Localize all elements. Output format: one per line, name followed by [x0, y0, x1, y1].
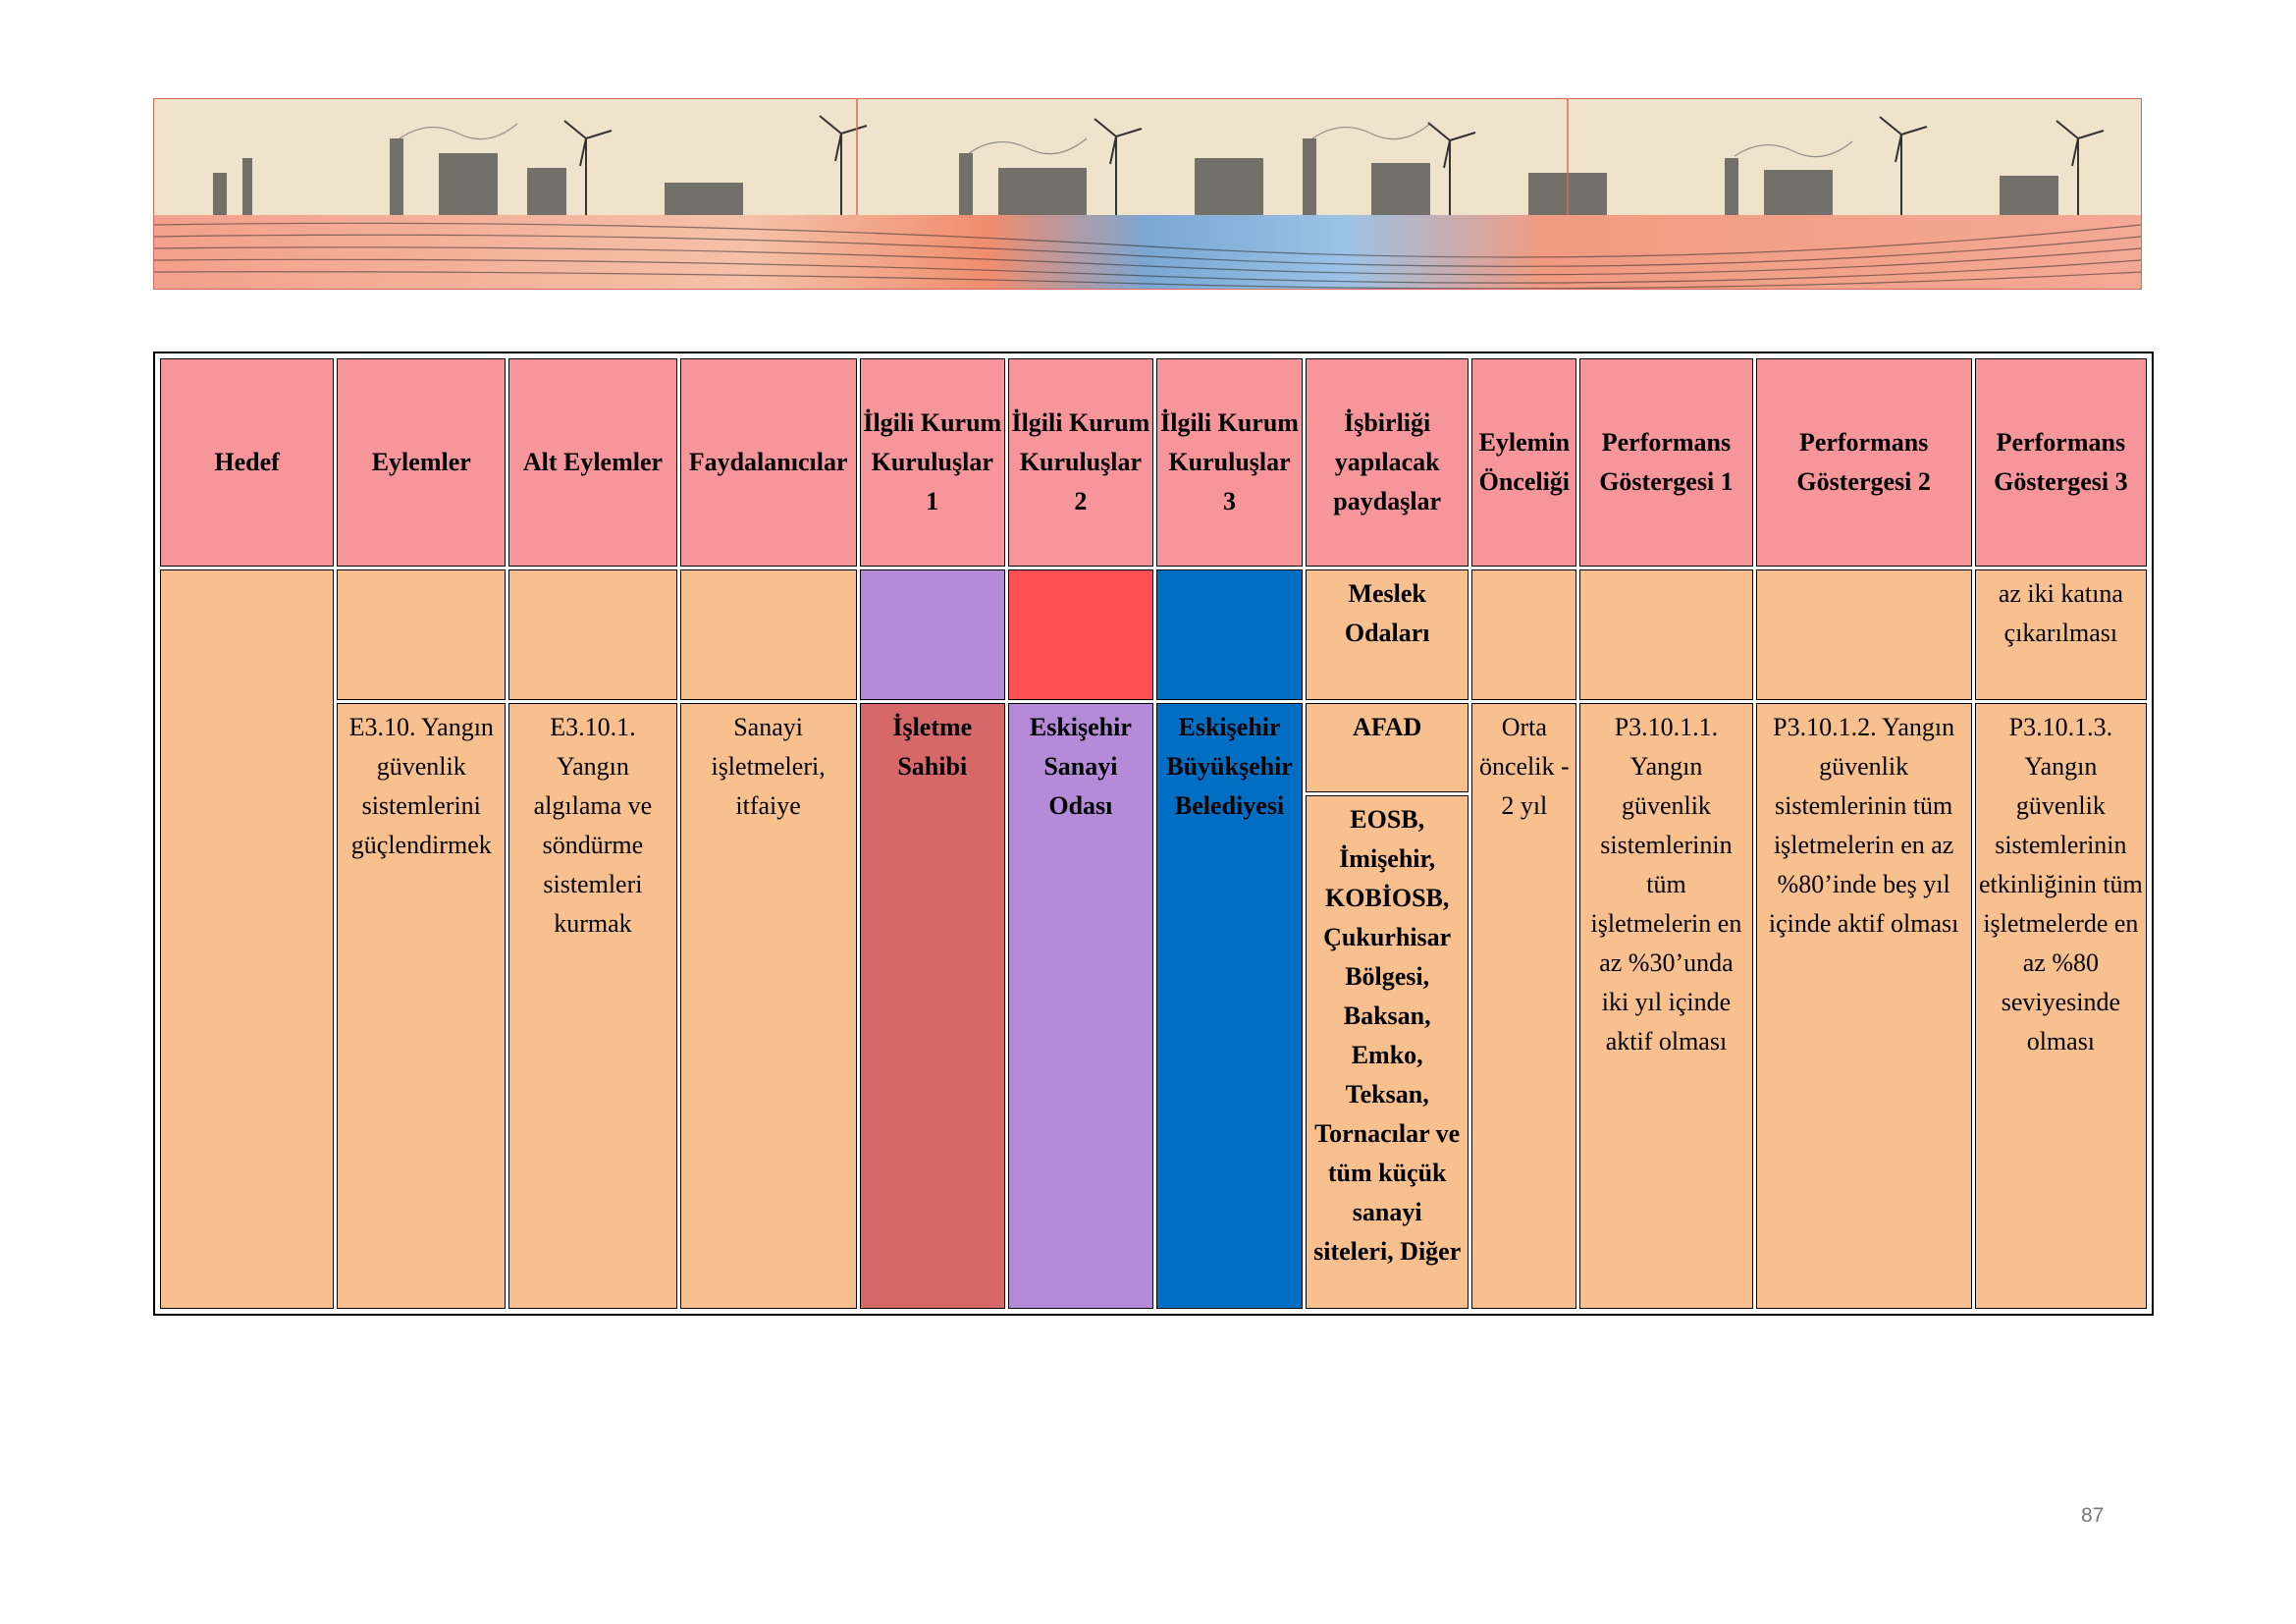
cell-kurum1-continued [860, 569, 1005, 700]
cell-alt-eylem-continued [508, 569, 676, 700]
page-number: 87 [2081, 1504, 2105, 1527]
header-pg1: Performans Göstergesi 1 [1579, 358, 1752, 567]
header-pg3: Performans Göstergesi 3 [1975, 358, 2147, 567]
cell-pg2-continued [1756, 569, 1972, 700]
cell-oncelik: Orta öncelik - 2 yıl [1471, 703, 1576, 1309]
cell-kurum3: Eskişehir Büyükşehir Belediyesi [1156, 703, 1303, 1309]
header-isbirligi: İşbirliği yapılacak paydaşlar [1306, 358, 1468, 567]
cell-pg3: P3.10.1.3. Yangın güvenlik sistemlerinin etkinliğinin tüm işletmelerde en az %80 seviyesinde olması [1975, 703, 2147, 1309]
header-oncelik: Eylemin Önceliği [1471, 358, 1576, 567]
cell-kurum2: Eskişehir Sanayi Odası [1008, 703, 1153, 1309]
cell-eylem-continued [337, 569, 506, 700]
cell-kurum2-continued [1008, 569, 1153, 700]
cell-isbirligi-osb-list: EOSB, İmişehir, KOBİOSB, Çukurhisar Bölgesi, Baksan, Emko, Teksan, Tornacılar ve tüm küçük sanayi siteleri, Diğer [1306, 795, 1468, 1309]
table-header-row [160, 358, 2147, 567]
cell-faydalanici-continued [680, 569, 857, 700]
header-eylemler: Eylemler [337, 358, 506, 567]
cell-hedef [160, 569, 334, 1309]
header-kurum-2: İlgili Kurum Kuruluşlar 2 [1008, 358, 1153, 567]
cell-pg1-continued [1579, 569, 1752, 700]
table-row [160, 703, 2147, 792]
header-kurum-1: İlgili Kurum Kuruluşlar 1 [860, 358, 1005, 567]
header-banner-illustration [153, 98, 2142, 290]
header-alt-eylemler: Alt Eylemler [508, 358, 676, 567]
header-kurum-3: İlgili Kurum Kuruluşlar 3 [1156, 358, 1303, 567]
cell-pg2: P3.10.1.2. Yangın güvenlik sistemlerinin tüm işletmelerin en az %80’inde beş yıl içinde aktif olması [1756, 703, 1972, 1309]
header-faydalanicilar: Faydalanıcılar [680, 358, 857, 567]
cell-kurum3-continued [1156, 569, 1303, 700]
cell-faydalanicilar: Sanayi işletmeleri, itfaiye [680, 703, 857, 1309]
cell-pg1: P3.10.1.1. Yangın güvenlik sistemlerinin tüm işletmelerin en az %30’unda iki yıl içinde aktif olması [1579, 703, 1752, 1309]
header-hedef: Hedef [160, 358, 334, 567]
cell-isbirligi-continued: Meslek Odaları [1306, 569, 1468, 700]
cell-kurum1: İşletme Sahibi [860, 703, 1005, 1309]
cell-alt-eylem: E3.10.1. Yangın algılama ve söndürme sistemleri kurmak [508, 703, 676, 1309]
cell-pg3-continued: az iki katına çıkarılması [1975, 569, 2147, 700]
cell-eylem: E3.10. Yangın güvenlik sistemlerini güçlendirmek [337, 703, 506, 1309]
table-row [160, 569, 2147, 700]
cell-oncelik-continued [1471, 569, 1576, 700]
cell-isbirligi-afad: AFAD [1306, 703, 1468, 792]
header-pg2: Performans Göstergesi 2 [1756, 358, 1972, 567]
action-plan-table [153, 352, 2154, 1316]
